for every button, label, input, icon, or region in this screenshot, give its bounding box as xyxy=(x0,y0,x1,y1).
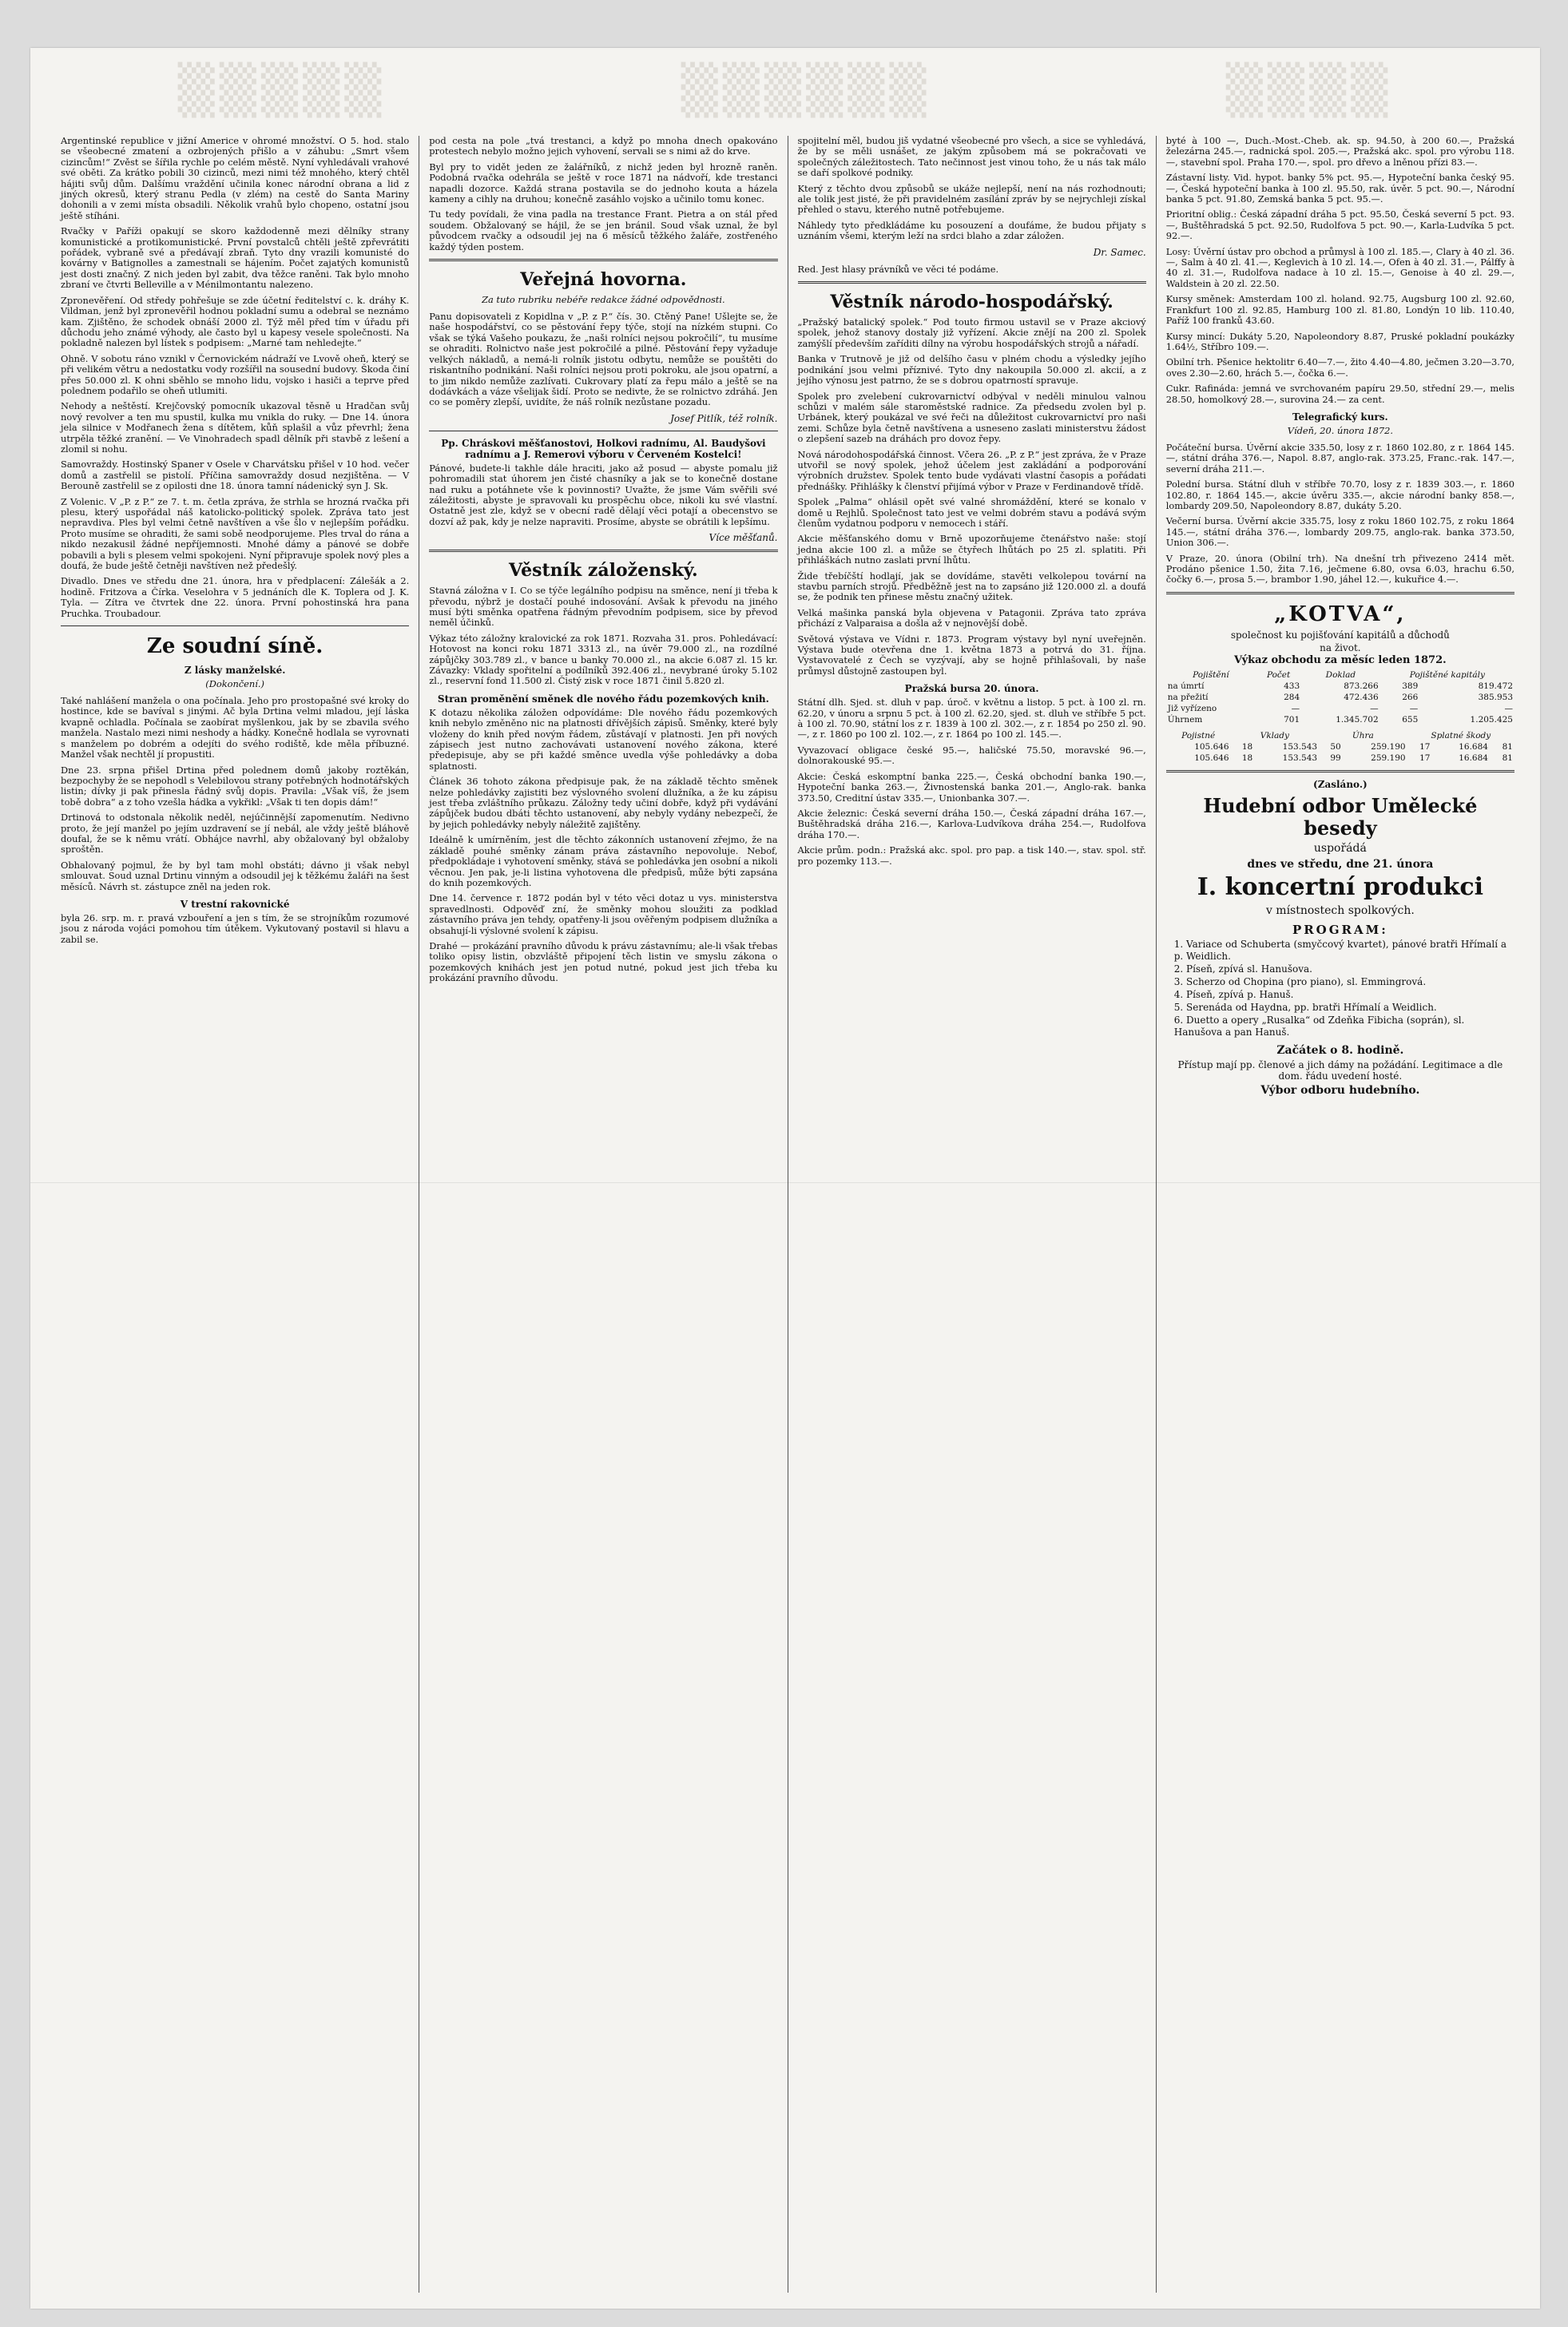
table-cell: 153.543 xyxy=(1282,753,1318,763)
column-1 xyxy=(51,136,419,2293)
article-paragraph: byla 26. srp. m. r. pravá vzbouření a jen s tím, že se strojníkům rozumové jsou z národa vojáci pomohou tím útěkem. Vykutovaný postavil si hlavu a zabil se. xyxy=(61,911,410,945)
bleed-through-masthead: ▒▒▒▒▒ ▒▒▒▒▒▒ ▒▒▒▒ xyxy=(177,62,1393,118)
article-paragraph: Dne 23. srpna přišel Drtina před polednem domů jakoby roztěkán, bezpochyby že se nepohodl s Velebilovou strany potřebných hodnotářských listin; dívky ji pak přinesla řádný svůj dopis. Pravila: „Však víš, že jsem tobě dobra“ a z toho vzešla hádka a vykřikl: „Však ti ten dopis dám!“ xyxy=(61,764,410,808)
article-paragraph: K dotazu několika záložen odpovídáme: Dle nového řádu pozemkových knih nebylo změněno nic na platnosti dřívějších zápisů. Směnky, které byly vloženy do knih před novým řádem, zůstávají v platnosti. Jen při nových zápisech jest nutno zachovávati ustanovení nového zákona, které předepisuje, aby se při každé směnce uvedla výše pohledávky a doba splatnosti. xyxy=(429,706,778,772)
table-cell: 105.646 xyxy=(1194,753,1229,763)
article-paragraph: Cukr. Rafináda: jemná ve svrchovaném papíru 29.50, střední 29.—, melis 28.50, homolkový 28.—, surovina 24.— za cent. xyxy=(1165,383,1514,405)
signature: Dr. Samec. xyxy=(1093,246,1146,258)
table-row xyxy=(1166,692,1514,703)
article-paragraph: Losy: Úvěrní ústav pro obchod a průmysl à 100 zl. 185.—, Clary à 40 zl. 36.—, Salm à 40 zl. 41.—, Keglevich à 10 zl. 14.—, Ofen à 40 zl. 31.—, Pálffy à 40 zl. 31.—, Rudolfova nadace à 10 zl. 15.—, Genoise à 40 zl. 29.—, Waldstein à 20 zl. 22.50. xyxy=(1165,245,1514,289)
table-cell: 1.345.702 xyxy=(1336,714,1379,725)
advertisement-concert xyxy=(1166,779,1514,1098)
article-paragraph: Prioritní oblig.: Česká západní dráha 5 pct. 95.50, Česká severní 5 pct. 93.—, Buštěhradská 5 pct. 92.50, Rudolfova 5 pct. 90.—, Karla-Ludvíka 5 pct. 92.—. xyxy=(1165,208,1514,242)
ad-line: v místnostech spolkových. xyxy=(1265,903,1415,917)
article-paragraph: Tu tedy povídali, že vina padla na trestance Frant. Pietra a on stál před soudem. Obžalovaný se hájil, že se jen bránil. Soud však uznal, že byl původcem rvačky a odsoudil jej na 6 měsíců těžkého žaláře, zostřeného každý týden postem. xyxy=(429,208,778,252)
table-cell: 81 xyxy=(1502,741,1513,752)
advertisement-kotva xyxy=(1166,602,1514,764)
article-paragraph: Zástavní listy. Vid. hypot. banky 5% pct. 95.—, Hypoteční banka český 95.—, Česká hypoteční banka à 100 zl. 95.50, rak. úvěr. 5 pct. 90.—, Národní banka 5 pct. 91.80, Zemská banka 5 pct. 95.—. xyxy=(1165,172,1514,205)
table-cell: 389 xyxy=(1402,681,1419,691)
table-row xyxy=(1166,714,1514,725)
article-paragraph: Ideálně k umírněním, jest dle těchto zákonních ustanovení zřejmo, že na základě pouhé směnky zánam práva zástavního nepovoluje. Nebof, předpokládaje i vyhotovení směnky, stává se pohledávka jen osobní a nikoli věcnou. Jen pak, je-li listina vyhotovena dle předpisů, může býti zapsána do knih pozemkových. xyxy=(429,834,778,888)
article-paragraph: V Praze, 20. února (Obilní trh). Na dnešní trh přivezeno 2414 mět. Prodáno pšenice 1.50, žita 7.16, ječmene 6.80, ovsa 6.03, hrachu 6.50, čočky 6.—, prosa 5.—, brambor 1.90, jáhel 12.—, kukuřice 4.—. xyxy=(1165,552,1514,586)
table-cell: na úmrtí xyxy=(1167,681,1205,691)
article-paragraph: Rvačky v Paříži opakují se skoro každodenně mezi dělníky strany komunistické a protikomunistické. První povstalců chtěli ještě zpřevrátiti pořádek, vybraně své a předávají zbraň. Tyto dny vrazili komunisté do kovárny v Batignolles a zamestnali se hájením. Počet zajatých komunistů jest dosti značný. Z nich jeden byl zabit, dva těžce raněni. Tak bylo mnoho zbraní ve čtvrti Belleville a v Ménilmontantu nalezeno. xyxy=(61,225,410,291)
table-cell: 1.205.425 xyxy=(1470,714,1513,725)
table-cell: — xyxy=(1504,703,1513,713)
open-letter-heading: Pp. Chráskovi měšťanostovi, Holkovi radnímu, Al. Baudyšovi radnímu a J. Remerovi výboru v Červeném Kostelci! xyxy=(441,437,766,460)
dateline: Vídeň, 20. února 1872. xyxy=(1287,424,1393,436)
article-paragraph: Vyvazovací obligace české 95.—, haličské 75.50, moravské 96.—, dolnorakouské 95.—. xyxy=(797,744,1146,767)
table-cell: 701 xyxy=(1284,714,1300,725)
table-header-row xyxy=(1166,669,1514,681)
article-paragraph: Dne 14. července r. 1872 podán byl v této věci dotaz u vys. ministerstva spravedlnosti. Odpověď zní, že směnky mohou sloužiti za podklad zástavního práva jen tehdy, opatřeny-li jsou ověřeným podpisem dlužníka a obsahují-li výslovné svolení k zápisu. xyxy=(429,892,778,936)
article-paragraph: Akcie měšťanského domu v Brně upozorňujeme čtenářstvo naše: stojí jedna akcie 100 zl. a může se čtyřech lhůtách po 25 zl. splatiti. Při přihláškách nutno zaslati první lhůtu. xyxy=(797,533,1146,566)
table-header: Splatné škody xyxy=(1431,730,1491,741)
table-cell: 81 xyxy=(1502,753,1513,763)
article-paragraph: Spolek pro zvelebení cukrovarnictví odbýval v neděli minulou valnou schůzi v malém sále staroměstské radnice. Za předsedu zvolen byl p. Urbánek, který poukázal ve své řeči na důležitost cukrovarnictví pro naši zemi. Schůze byla četně navštívena a usneseno zaslati ministerstvu žádost o zlepšení sazeb na dráhách pro dovoz řepy. xyxy=(797,390,1146,445)
article-paragraph: Také nahlášení manžela o ona počínala. Jeho pro prostopašné své kroky do hostince, kde se bavíval s jinými. Ač byla Drtina velmi mladou, její láska kvapně ochladla. Počínala se zaobírat myšlenkou, jak by se zbavila svého manžela. Nastalo mezi nimi neshody a hádky. Konečně hodlala se vyrovnati s manželem po dobrém a odejíti do svého rodiště, kde měla příbuzné. Manžel však nechtěl jí propustiti. xyxy=(61,695,410,760)
program-item: 2. Píseň, zpívá sl. Hanušova. xyxy=(1173,963,1312,975)
table-cell: 873.266 xyxy=(1344,681,1379,691)
table-cell: — xyxy=(1291,703,1300,713)
subheading: V trestní rakovnické xyxy=(180,898,290,910)
table-cell: — xyxy=(1370,703,1379,713)
kotva-table-2 xyxy=(1166,730,1514,764)
article-paragraph: Z Volenic. V „P. z P.“ ze 7. t. m. četla zpráva, že strhla se hrozná rvačka při plesu, který uspořádal náš katolicko-politický spolek. Zpráva tato jest nepravdiva. Ples byl velmi četně navštíven a vše šlo v nejlepším pořádku. Proto musíme se ohraditi, že sami sobě neodporujeme. Ples trval do rána a nikdo nezakusil žádné nepříjemnosti. Mnohé dámy a pánové se dobře pobavili a byli s plesem velmi spokojeni. Nyní připravuje spolek nový ples a doufá, že bude ještě četněji navštíven než předešlý. xyxy=(61,495,410,572)
subheading-telegraph: Telegrafický kurs. xyxy=(1292,411,1388,423)
program-item: 1. Variace od Schuberta (smyčcový kvartet), pánové bratři Hřímalí a p. Weidlich. xyxy=(1173,938,1507,962)
table-cell: 16.684 xyxy=(1459,741,1488,752)
section-disclaimer: Za tuto rubriku nebéře redakce žádné odpovědnosti. xyxy=(482,294,725,306)
article-paragraph: Samovraždy. Hostinský Spaner v Osele v Charvátsku přišel v 10 hod. večer domů a zastřelil se pistolí. Příčina samovraždy dosud nezjištěna. — V Berouně zastřelil se z opilosti dne 18. února tamní nádenický syn J. Sk. xyxy=(61,459,410,492)
article-paragraph: Stavná záložna v I. Co se týče legálního podpisu na směnce, není ji třeba k převodu, nýbrž je dostačí pouhé indosování. Avšak k převodu na jiného musí býti směnka opatřena řádným převodním podpisem, sice by převod neměl účinků. xyxy=(429,585,778,629)
signature: Více měšťanů. xyxy=(709,532,778,544)
ad-date: dnes ve středu, dne 21. února xyxy=(1247,857,1434,871)
table-header: Úhra xyxy=(1352,730,1374,741)
program-item: 3. Scherzo od Chopina (pro piano), sl. Emmingrová. xyxy=(1173,975,1427,987)
subheading: Z lásky manželské. xyxy=(184,665,286,677)
article-paragraph: Spolek „Palma“ ohlásil opět své valné shromáždění, které se konalo v domě u Rejhlů. Společnost tato jest ve velmi dobrém stavu a podává svým členům vydatnou podporu v nemocech i stáří. xyxy=(797,496,1146,529)
section-divider xyxy=(61,625,409,626)
table-cell: 472.436 xyxy=(1344,692,1379,702)
article-paragraph: Drtinová to odstonala několik neděl, nejúčinnější zapomenutím. Nedivno proto, že její manžel po jejím uzdravení se jí nebál, ale vždy ještě bláhově doufal, že se k němu vrátí. Obhájce navrhl, aby obžalovaný byl obžaloby sproštěn. xyxy=(61,812,410,856)
article-paragraph: byté à 100 —, Duch.-Most.-Cheb. ak. sp. 94.50, à 200 60.—, Pražská železárna 245.—, radnická spol. 205.—, Pražská akc. spol. pro výrobu 118.—, stavební spol. Praha 170.—, spol. pro dřevo a lněnou přízi 83.—. xyxy=(1165,136,1514,168)
table-cell: 284 xyxy=(1284,692,1300,702)
article-paragraph: Akcie: Česká eskomptní banka 225.—, Česká obchodní banka 190.—, Hypoteční banka 263.—, Živnostenská banka 201.—, Anglo-rak. banka 373.50, Creditní ústav 335.—, Unionbanka 307.—. xyxy=(797,770,1146,804)
ad-signature: Výbor odboru hudebního. xyxy=(1260,1083,1420,1097)
table-cell: 433 xyxy=(1284,681,1300,691)
article-paragraph: Pánové, budete-li takhle dále hraciti, jako až posud — abyste pomalu již pohromadili stat úhorem jen čisté chasníky a jak se to konečně dostane nad ruku a potáhnete vše k povinnosti? Uvažte, že jsme Vám svěřili své záležitosti, abyste je spravovali ku prospěchu obce, nikoli ku své vlastní. Ostatně jest zle, když se v obecní radě dělají věci potají a obecenstvo se dozví až pak, kdy je nelze napraviti. Prosíme, abyste se obrátili k lepšímu. xyxy=(429,462,778,527)
table-row xyxy=(1166,753,1514,764)
article-paragraph: Článek 36 tohoto zákona předpisuje pak, že na základě těchto směnek nelze pohledávky zajistiti bez výslovného svolení dlužníka, a že ku zápisu jest třeba zvláštního průkazu. Záložny tedy učiní dobře, když při vydávání zápůjček budou dbáti těchto ustanovení, aby nebyly vydány nebezpečí, že by jejich pohledávky nebyly náležitě zajištěny. xyxy=(429,776,778,830)
signature: Josef Pitlík, též rolník. xyxy=(670,412,778,424)
table-header: Pojistné xyxy=(1181,730,1216,741)
article-paragraph: Panu dopisovateli z Kopidlna v „P. z P.“ čís. 30. Ctěný Pane! Ušlejte se, že naše hospodářství, co se pěstování řepy týče, stojí na nízkém stupni. Co však se týká Vašeho poukazu, že „naši rolníci nejsou pokročilí“, tu musíme se ohraditi. Rolnictvo naše jest pokročilé a pilné. Pěstování řepy vyžaduje velkých nákladů, a nemá-li rolník jistotu odbytu, nemůže se pouštěti do riskantního podnikání. Naši rolníci nejsou proti pokroku, ale jsou opatrní, a to jim nikdo nemůže zazlívati. Cukrovary platí za řepu málo a ještě se na dodávkách a váze všelijak šidí. Proto se nedivte, že se rolnictvo zdráhá. Jen co se poměry zlepší, uvidíte, že náš rolník nezůstane pozadu. xyxy=(429,311,778,408)
article-paragraph: Světová výstava ve Vídni r. 1873. Program výstavy byl nyní uveřejněn. Výstava bude otevřena dne 1. května 1873 a potrvá do 31. října. Vystavovatelé z Čech se vyzývají, aby se hojně přihlašovali, by naše průmysl důstojně zastoupen byl. xyxy=(797,633,1146,677)
table-cell: 99 xyxy=(1330,753,1341,763)
article-paragraph: Divadlo. Dnes ve středu dne 21. února, hra v předplacení: Zálešák a 2. hodině. Fritzova a Čírka. Veselohra v 5 jednáních dle K. Toplera od J. K. Tyla. — Zítra ve čtvrtek dne 22. února. První pohostinská hra pana Pruchka. Troubadour. xyxy=(61,575,410,619)
subheading-note: (Dokončení.) xyxy=(205,678,264,690)
section-heading-economy: Věstník národo-hospodářský. xyxy=(830,292,1113,313)
program-item: 5. Serenáda od Haydna, pp. bratři Hřímalí a Weidlich. xyxy=(1173,1001,1437,1013)
table-cell: 819.472 xyxy=(1478,681,1513,691)
ad-line: uspořádá xyxy=(1313,841,1367,855)
article-paragraph: Ohně. V sobotu ráno vznikl v Černovickém nádraží ve Lvově oheň, který se při velikém větru a nedostatku vody rozšířil na sousední budovy. Škoda činí přes 50.000 zl. K ohni sběhlo se mnoho lidu, vojsko i hasiči a teprve před polednem podařilo se oheň utlumiti. xyxy=(61,352,410,396)
article-paragraph: Banka v Trutnově je již od delšího času v plném chodu a výsledky jejího podnikání jsou velmi příznivé. Tyto dny nakoupila 50.000 zl. akcií, a z jejího výnosu jest patrno, že se s dobrou opatrností spravuje. xyxy=(797,353,1146,387)
ad-line: Výkaz obchodu za měsíc leden 1872. xyxy=(1234,653,1447,666)
table-cell: 266 xyxy=(1402,692,1419,702)
table-cell: 18 xyxy=(1241,741,1253,752)
column-2 xyxy=(419,136,787,2293)
table-cell: 50 xyxy=(1330,741,1341,752)
table-cell: 153.543 xyxy=(1282,741,1318,752)
admission-note: Přístup mají pp. členové a jich dámy na požádání. Legitimace a dle dom. řádu uvedení hosté. xyxy=(1177,1058,1503,1082)
article-paragraph: Kursy mincí: Dukáty 5.20, Napoleondory 8.87, Pruské pokladní poukázky 1.64½, Stříbro 109.—. xyxy=(1165,330,1514,352)
table-header: Pojištění xyxy=(1193,669,1229,680)
program-title: PROGRAM: xyxy=(1292,922,1388,937)
section-heading-public-forum: Veřejná hovorna. xyxy=(520,269,687,291)
table-header-row xyxy=(1166,730,1514,741)
subheading-stock-exchange: Pražská bursa 20. února. xyxy=(904,683,1039,695)
article-paragraph: Státní dlh. Sjed. st. dluh v pap. úroč. v květnu a listop. 5 pct. à 100 zl. rn. 62.20, v únoru a srpnu 5 pct. à 100 zl. 62.20, sjed. st. dluh ve stříbře 5 pct. à 100 zl. 70.90, státní los z r. 1839 à 100 zl. 302.—, z r. 1854 po 250 zl. 90.—, z r. 1860 po 100 zl. 102.—, z r. 1864 po 100 zl. 145.—. xyxy=(797,697,1146,741)
article-paragraph: pod cesta na pole „tvá trestanci, a když po mnoha dnech opakováno protestech nebylo možno jejich vyhovení, servali se s nimi až do krve. xyxy=(429,136,778,157)
article-paragraph: Velká mašinka panská byla objevena v Patagonii. Zpráva tato zpráva přichází z Valparaisa a došla až v nejnovější době. xyxy=(797,606,1146,629)
article-paragraph: Který z těchto dvou způsobů se ukáže nejlepší, není na nás rozhodnouti; ale tolik jest jisté, že při pravidelném zasílání zpráv by se nejrychleji získal přehled o stavu, kterého nutně potřebujeme. xyxy=(797,182,1146,216)
program-item: 4. Píseň, zpívá p. Hanuš. xyxy=(1173,988,1294,1000)
article-paragraph: Večerní bursa. Úvěrní akcie 335.75, losy z roku 1860 102.75, z roku 1864 145.—, státní dráha 376.—, lombardy 209.75, anglo-rak. banka 373.50, Union 306.—. xyxy=(1165,515,1514,549)
article-paragraph: Obhalovaný pojmul, že by byl tam mohl obstáti; dávno ji však nebyl smlouvat. Soud uznal Drtinu vinným a odsoudil jej k těžkému žaláři na šest měsíců. Návrh st. zástupce zněl na jeden rok. xyxy=(61,859,410,892)
article-paragraph: Žide třebíčští hodlají, jak se dovídáme, stavěti velkolepou tovární na stavbu parních strojů. Předběžně jest na to zapsáno již 120.000 zl. a doufá se, že podnik ten přinese městu značný užitek. xyxy=(797,570,1146,603)
ad-title: „KOTVA“, xyxy=(1274,602,1407,626)
article-paragraph: Výkaz této záložny kralovické za rok 1871. Rozvaha 31. pros. Pohledávací: Hotovost na konci roku 1871 3313 zl., na úvěr 79.000 zl., na rozdílné zápůjčky 303.789 zl., v bance u banky 70.000 zl., na akcie 6.087 zl. 15 kr. Závazky: Vklady spořitelní a podílníků 392.406 zl., nevybrané úroky 5.102 zl., reservní fond 11.500 zl. Čistý zisk v roce 1871 činil 5.820 zl. xyxy=(429,632,778,687)
table-row xyxy=(1166,703,1514,714)
article-paragraph: Zpronevěření. Od středy pohřešuje se zde účetní ředitelství c. k. dráhy K. Vildman, jenž byl zpronevěřil hodnou pokladní sumu a odebral se neznámo kam. Zjištěno, že schodek obnáší 2000 zl. Týž měl před tím v úřadu při důchodu jeho známé výhody, ale často byl u kapesy vesele společnosti. Na pokladně nalezen byl lístek s podpisem: „Marné tam nehledejte.“ xyxy=(61,294,410,349)
table-header: Pojištěné kapitály xyxy=(1409,669,1485,680)
newspaper-page xyxy=(30,48,1540,2309)
kotva-table xyxy=(1166,669,1514,725)
table-cell: Úhrnem xyxy=(1167,714,1203,725)
table-cell: Již vyřízeno xyxy=(1167,703,1217,713)
article-paragraph: Byl pry to vidět jeden ze žalářníků, z nichž jeden byl hrozně raněn. Podobná rvačka odehrála se ještě v roce 1871 na nádvoří, kde trestanci napadli dozorce. Každá strana postavila se do jednoho kouta a házela kameny a cihly na druhou; konečně zasáhlo vojsko a učinilo tomu konec. xyxy=(429,161,778,205)
article-paragraph: „Pražský batalický spolek.“ Pod touto firmou ustavil se v Praze akciový spolek, jehož stanovy dostaly již vyřízení. Akcie znějí na 200 zl. Spolek zamýšlí především zaříditi dílny na výrobu hospodářských strojů a nářadí. xyxy=(797,316,1146,349)
table-cell: 17 xyxy=(1419,741,1431,752)
table-row xyxy=(1166,741,1514,753)
table-cell: na přežití xyxy=(1167,692,1209,702)
table-cell: 16.684 xyxy=(1459,753,1488,763)
subheading: Stran proměnění směnek dle nového řádu pozemkových knih. xyxy=(437,693,769,705)
article-paragraph: Obilní trh. Pšenice hektolitr 6.40—7.—, žito 4.40—4.80, ječmen 3.20—3.70, oves 2.30—2.60, hrách 5.—, čočka 6.—. xyxy=(1165,356,1514,379)
start-time: Začátek o 8. hodině. xyxy=(1276,1043,1404,1057)
article-paragraph: Argentinské republice v jižní Americe v ohromé množství. O 5. hod. stalo se všeobecné zmatení a ozbrojených přišlo a v záhubu: „Smrt všem cizincům!“ Zvěst se šířila rychle po celém městě. Nyní vyhledávali vrahové své oběti. Za krátko pobili 30 cizinců, mezi nimi též mnohého, který chtěl hájiti svůj dům. Dalšímu vraždění učinila konec národní obrana a lid z jiných okresů, který stranu Pedla (v zlém) na cestě do Santa Mariny dohonili a v zemi místa obsadili. Několik vrahů bylo chopeno, ostatní jsou ještě stíháni. xyxy=(61,136,410,221)
article-paragraph: Drahé — prokázání pravního důvodu k právu zástavnímu; ale-li však třebas toliko opisy listin, obzvláště připojení těch listin ve smyslu zákona o pozemkových knihách jest jen potud nutné, pokud jest jich třeba ku prokázání pravního důvodu. xyxy=(429,939,778,984)
table-header: Vklady xyxy=(1260,730,1289,741)
table-cell: 259.190 xyxy=(1371,753,1406,763)
section-divider xyxy=(429,550,777,552)
article-paragraph: Kursy směnek: Amsterdam 100 zl. holand. 92.75, Augsburg 100 zl. 92.60, Frankfurt 100 zl. 92.85, Hamburg 100 zl. 81.80, Londýn 10 lib. 110.40, Paříž 100 franků 43.60. xyxy=(1165,293,1514,327)
program-item: 6. Duetto a opery „Rusalka“ od Zdeňka Fibicha (soprán), sl. Hanušova a pan Hanuš. xyxy=(1173,1014,1465,1038)
editor-note: Red. Jest hlasy právníků ve věci té podáme. xyxy=(797,263,999,275)
section-divider xyxy=(429,259,777,261)
ad-line: na život. xyxy=(1320,641,1361,653)
table-cell: 17 xyxy=(1419,753,1431,763)
table-cell: 385.953 xyxy=(1478,692,1513,702)
table-cell: 655 xyxy=(1402,714,1419,725)
table-header: Doklad xyxy=(1325,669,1356,680)
ad-label: (Zasláno.) xyxy=(1313,778,1368,790)
section-divider xyxy=(1166,592,1514,594)
table-cell: 259.190 xyxy=(1371,741,1406,752)
section-divider xyxy=(1166,770,1514,772)
section-heading-court: Ze soudní síně. xyxy=(146,634,324,659)
column-grid xyxy=(51,136,1524,2293)
article-paragraph: Akcie železnic: Česká severní dráha 150.—, Česká západní dráha 167.—, Buštěhradská dráha 216.—, Karlova-Ludvíkova dráha 254.—, Rudolfova dráha 170.—. xyxy=(797,807,1146,840)
table-cell: 105.646 xyxy=(1194,741,1229,752)
table-cell: — xyxy=(1409,703,1419,713)
article-paragraph: Počáteční bursa. Úvěrní akcie 335.50, losy z r. 1860 102.80, z r. 1864 145.—, státní dráha 376.—, Napol. 8.87, anglo-rak. 373.25, Franc.-rak. 147.—, severní dráha 211.—. xyxy=(1165,441,1514,475)
section-divider xyxy=(798,281,1146,284)
table-row xyxy=(1166,681,1514,692)
table-cell: 18 xyxy=(1241,753,1253,763)
article-paragraph: Akcie prům. podn.: Pražská akc. spol. pro pap. a tisk 140.—, stav. spol. stř. pro pozemky 113.—. xyxy=(797,844,1146,867)
section-heading-savings: Věstník záloženský. xyxy=(509,560,698,582)
article-paragraph: spojitelní měl, budou jiš vydatné všeobecné pro všech, a sice se vyhledává, že by se měli usnášet, ze jakým způsobem má se pokračovati ve společných záležitostech. Tato nečinnost jest vinou toho, že u nás tak málo se daří spolkové podniky. xyxy=(797,136,1146,179)
ad-event-title: I. koncertní produkci xyxy=(1197,872,1483,901)
article-paragraph: Polední bursa. Státní dluh v stříbře 70.70, losy z r. 1839 303.—, r. 1860 102.80, r. 1864 145.—, akcie úvěru 335.—, akcie národní banky 858.—, lombardy 209.50, Napoleondory 8.87, dukáty 5.20. xyxy=(1165,479,1514,511)
column-3 xyxy=(788,136,1156,2293)
column-4 xyxy=(1156,136,1524,2293)
ad-line: společnost ku pojišťování kapitálů a důchodů xyxy=(1230,629,1450,641)
article-paragraph: Náhledy tyto předkládáme ku posouzení a doufáme, že budou přijaty s uznáním všemi, kterým leží na srdci blaho a zdar záložen. xyxy=(797,219,1146,242)
article-paragraph: Nová národohospodářská činnost. Včera 26. „P. z P.“ jest zpráva, že v Praze utvořil se nový spolek, jehož účelem jest zakládání a podporování výrobních družstev. Spolek tento bude vydávati vlastní časopis a pořádati přednášky. Přihlášky k členství přijímá výbor v Praze v Ferdinandově třídě. xyxy=(797,448,1146,492)
ad-title: Hudební odbor Umělecké besedy xyxy=(1203,793,1478,840)
article-paragraph: Nehody a neštěstí. Krejčovský pomocník ukazoval těsně u Hradčan svůj nový revolver a ten mu spustil, kulka mu vnikla do ruky. — Dne 14. února jela silnice v Modřanech žena s dítětem, kůň splašil a vůz převrhl; žena utrpěla těžké zranění. — Ve Vinohradech spadl dělník při stavbě z lešení a zlomil si nohu. xyxy=(61,400,410,455)
table-header: Počet xyxy=(1266,669,1291,680)
